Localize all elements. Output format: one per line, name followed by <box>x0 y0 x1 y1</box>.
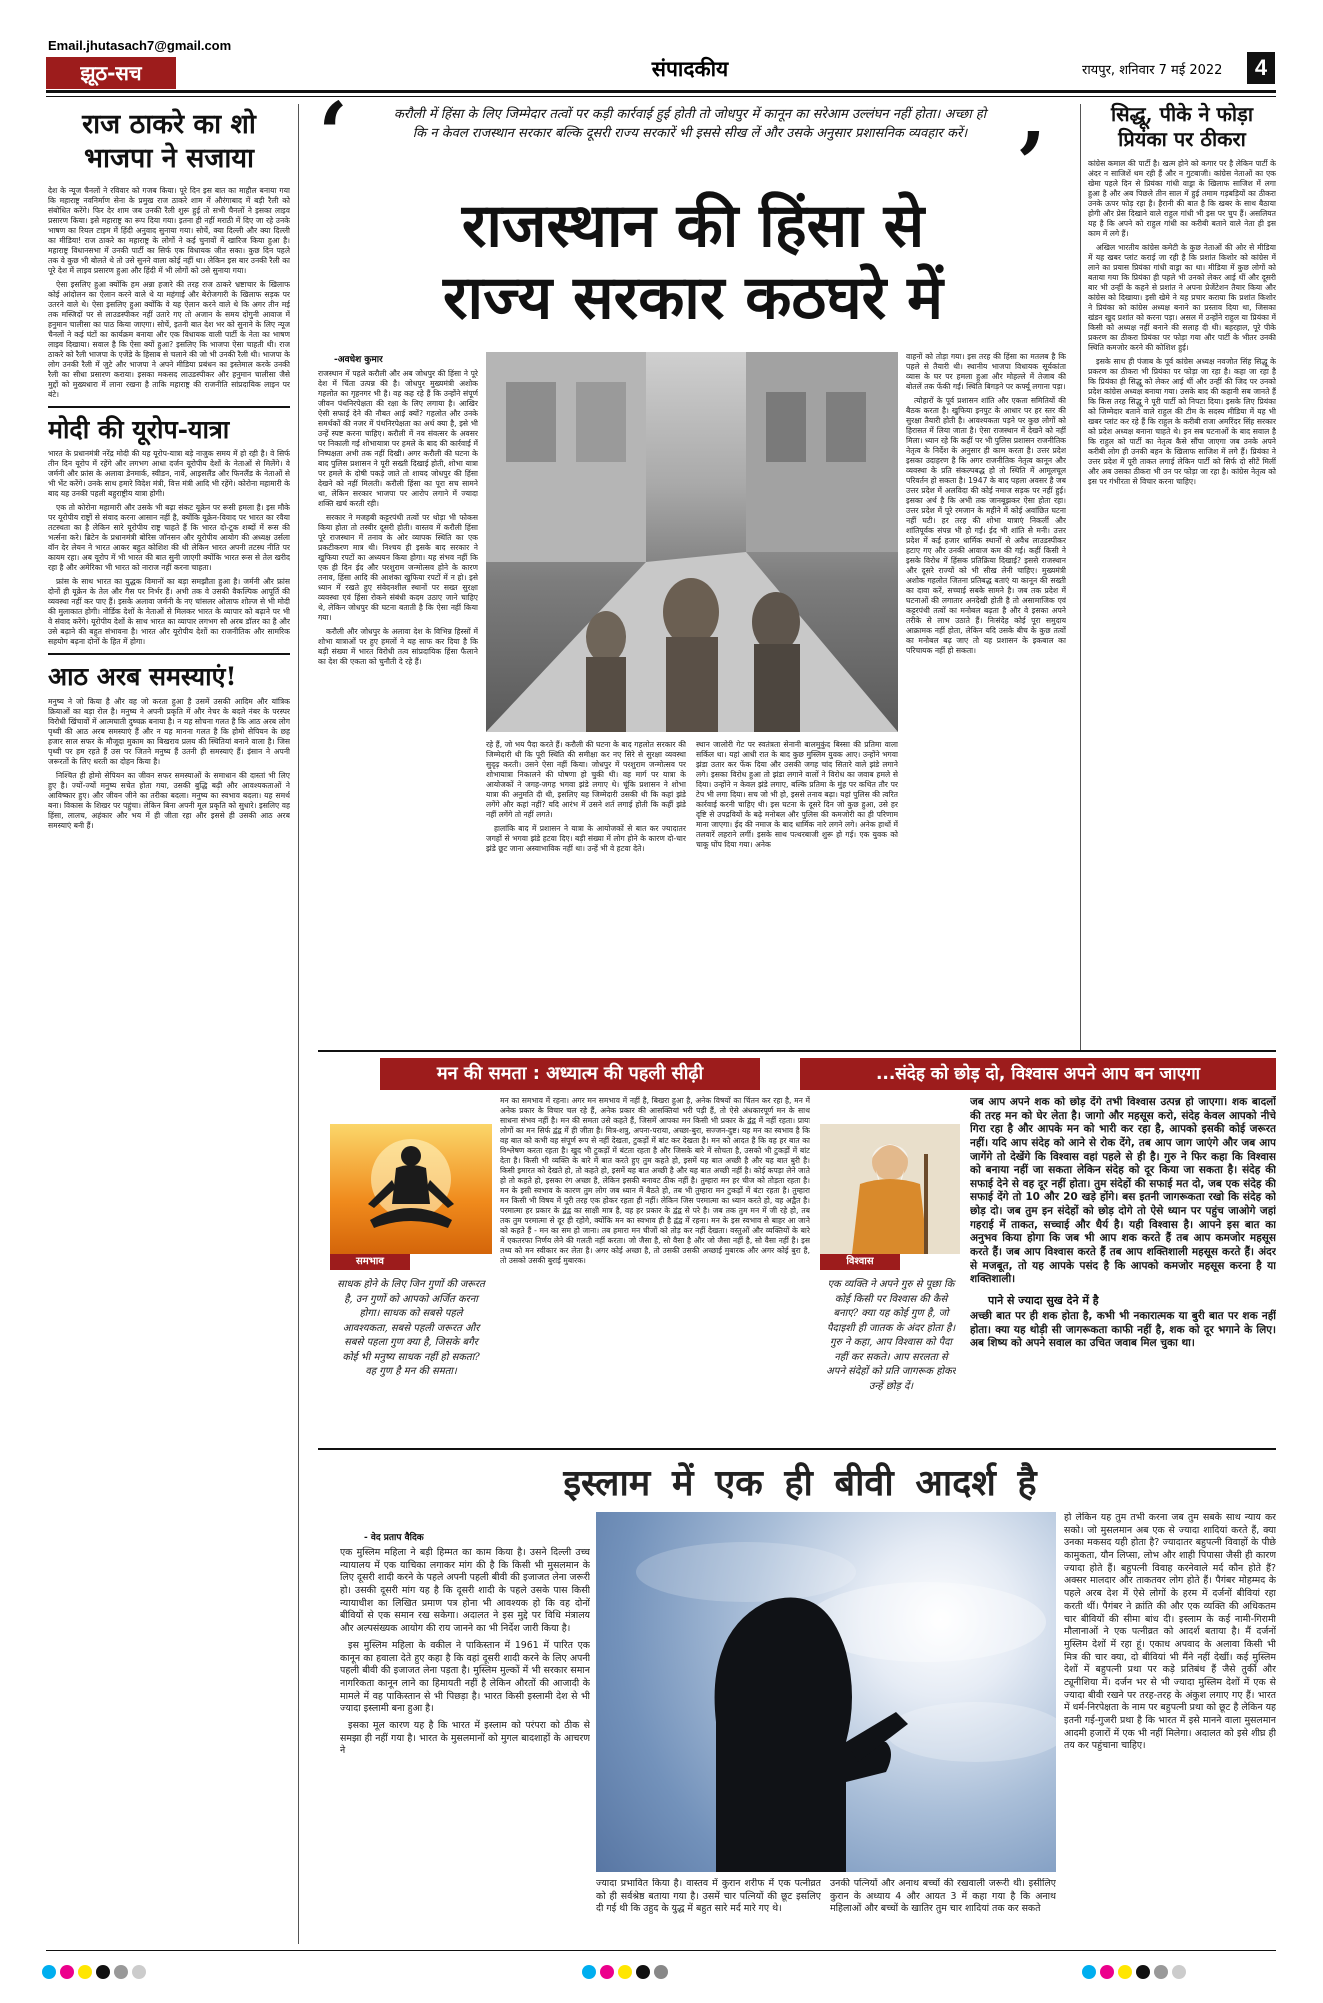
sage-image <box>820 1124 960 1254</box>
meditation-image <box>330 1124 492 1254</box>
article-body: फ्रांस के साथ भारत का युद्धक विमानों का बड़ा समझौता हुआ है। जर्मनी और फ्रांस दोनों ही यूक्रेन के तेल और गैस पर निर्भर हैं। अभी तक वे उसकी वैकल्पिक आपूर्ति की व्यवस्था नहीं कर पाए हैं। इसके अलावा जर्मनी के नए चांसलर ओलाफ शोल्ज से भी मोदी की मुलाकात होगी। नोर्डिक देशों के नेताओं से मिलकर भारत के व्यापार को बढ़ाने पर भी वे संवाद करेंगे। यूरोपीय देशों के साथ भारत का व्यापार लगभग सौ अरब डॉलर का है और उसे बढ़ाने की बहुत संभावना है। भारत और यूरोपीय देशों का राजनीतिक और सामरिक सहयोग बढ़ना दोनों के हित में होगा। <box>48 577 290 647</box>
header-rule <box>46 90 1276 93</box>
meditation-figure-icon <box>330 1124 492 1254</box>
article-body: मनुष्य ने जो किया है और वह जो करता हुआ है उसमें उसकी आदिम और यांत्रिक क्रियाओं का बड़ा रोल है। मनुष्य ने अपनी प्रकृति में और नेचर के बदले नंबर के परस्पर विरोधी खिंचावों में आत्मघाती दुष्चक्र बनाया है। न यह सोचना गलत है कि आठ अरब लोग पृथ्वी की आठ अरब समस्याएं हैं और न यह मानना गलत है कि होमो सेपियन के छह हजार साल सफर के मौजूदा मुकाम का बिखराव प्रलय की स्थितियां बनाने वाला है। जिस पृथ्वी पर हम रहते हैं उस पर जितने मनुष्य हैं उतनी ही समस्याएं हैं। इंसान ने अपनी जरूरतों के लिए धरती का दोहन किया है। <box>48 696 290 766</box>
dateline: रायपुर, शनिवार 7 मई 2022 <box>1082 63 1223 78</box>
article-body: हालांकि बाद में प्रशासन ने यात्रा के आयोजकों से बात कर ज्यादातर जगहों से भगवा झंडे हटवा दिए। बड़ी संख्या में लोग होने के कारण दो-चार झंडे छूट जाना अस्वाभाविक नहीं था। उन्हें भी वे हटवा देते। <box>486 824 686 854</box>
article-body: देश के न्यूज चैनलों ने रविवार को गजब किया। पूरे दिन इस बात का माहौल बनाया गया कि महाराष्ट्र नवनिर्माण सेना के प्रमुख राज ठाकरे शाम में औरंगाबाद में बड़ी रैली को संबोधित करेंगे। फिर देर शाम जब उनकी रैली शुरू हुई तो सभी चैनलों ने इसका लाइव प्रसारण किया। इसे महाराष्ट्र का रूप दिया गया। इतना ही नहीं मराठी में दिए जा रहे उनके भाषण का रियल टाइम में हिंदी अनुवाद सुनाया गया। सोचें, क्या दिल्ली और क्या दिल्ली का मीडिया! राज ठाकरे का महाराष्ट्र के लोगों ने कई चुनावों में खारिज किया हुआ है। महाराष्ट्र विधानसभा में उनकी पार्टी का सिर्फ एक विधायक जीत सका। कुछ दिन पहले तक वे कुछ भी बोलते थे तो उसे सुनने वाला कोई नहीं था। लेकिन इस बार उनकी रैली का पूरे देश में लाइव प्रसारण हुआ और हिंदी में भी लोगों को उसे सुनाया गया। <box>48 185 290 275</box>
article-body: स्थान जालोरी गेट पर स्वतंत्रता सेनानी बालमुकुंद बिस्सा की प्रतिमा वाला सर्किल था। यहां आधी रात के बाद कुछ मुस्लिम युवक आए। उन्होंने भगवा झंडा उतार कर फेंक दिया और उसकी जगह चांद सितारे वाले झंडे लगाने लगे। इसका विरोध हुआ तो झंडा लगाने वालों ने विरोध का जवाब हमले से दिया। उन्होंने न केवल झंडे लगाए, बल्कि प्रतिमा के मुंह पर कथित तौर पर टेप भी लगा दिया। सच जो भी हो, इससे तनाव बढ़ा। यहां पुलिस की त्वरित कार्रवाई करनी चाहिए थी। इस घटना के दूसरे दिन जो कुछ हुआ, उसे हर दृष्टि से उपद्रवियों के बढ़े मनोबल और पुलिस की कमजोरी का ही परिणाम माना जाएगा। ईद की नमाज के बाद धार्मिक नारे लगने लगे। अनेक हाथों में तलवारें लहराने लगीं। इसके साथ पत्थरबाजी शुरू हो गई। एक युवक को चाकू घोंप दिया गया। अनेक <box>696 740 898 850</box>
article-body: एक तो कोरोना महामारी और उसके भी बढ़ा संकट यूक्रेन पर रूसी हमला है। इस मौके पर यूरोपीय राष्ट्रों से संवाद करना आसान नहीं है, क्योंकि यूक्रेन-विवाद पर भारत का रवैया तटस्थता का है लेकिन सारे यूरोपीय राष्ट्र चाहते हैं कि भारत दो-टूक शब्दों में रूस की भर्त्सना करे। ब्रिटेन के प्रधानमंत्री बोरिस जॉनसन और यूरोपीय आयोग की अध्यक्ष उर्सला वॉन देर लेयन ने भारत आकर बहुत कोशिश की थी लेकिन भारत अपनी तटस्थ नीति पर कायम रहा। अब यूरोप में भी भारत की बात सुनी जाएगी क्योंकि भारत रूस से तेल खरीद रहा है और अमेरिका भी भारत को नाराज नहीं करना चाहता। <box>48 503 290 573</box>
news-photo-jodhpur <box>486 352 898 732</box>
page-number-box <box>1247 52 1275 84</box>
top-strip <box>0 0 1323 108</box>
article-body: अखिल भारतीय कांग्रेस कमेटी के कुछ नेताओं की ओर से मीडिया में यह खबर प्लांट कराई जा रही है कि प्रशांत किशोर को कांग्रेस में लाने का प्रयास प्रियंका गांधी वाड्रा का था। मीडिया में कुछ लोगों को बताया गया कि प्रियंका ही पहले भी उनको लेकर आई थीं और दूसरी बार भी उन्हीं के कहने से प्रशांत ने अपना प्रेजेंटेशन तैयार किया और कांग्रेस को दिखाया। इसी खेमे ने यह प्रचार कराया कि प्रशांत किशोर ने प्रियंका को कांग्रेस अध्यक्ष बनाने का प्रस्ताव दिया था, जिसका खंडन खुद प्रशांत को करना पड़ा। असल में उन्होंने राहुल या प्रियंका में किसी को अध्यक्ष नहीं बनाने की सलाह दी थी। बहरहाल, पूरे पीके प्रकरण का ठीकरा प्रियंका पर फोड़ा गया और पार्टी के भीतर उनकी स्थिति कमजोर करने की कोशिश हुई। <box>1088 243 1276 353</box>
article-body: ऐसा इसलिए हुआ क्योंकि हम अन्ना हजारे की तरह राज ठाकरे भ्रष्टाचार के खिलाफ कोई आंदोलन का ऐलान करने वाले थे या महंगाई और बेरोजगारी के खिलाफ सड़क पर उतरने वाले थे। ऐसा इसलिए हुआ क्योंकि वे यह ऐलान करने वाले थे कि अगर तीन मई तक मस्जिदों पर से लाउडस्पीकर नहीं उतारे गए तो अजान के समय दोगुनी आवाज में हनुमान चालीसा का पाठ किया जाएगा। सोचें, इतनी बात देश भर को सुनाने के लिए न्यूज चैनलों ने कई घंटों का कार्यक्रम बनाया और एक विधायक वाली पार्टी के नेता का भाषण लाइव दिखाया। सवाल है कि ऐसा क्यों हुआ? इसलिए कि भाजपा ऐसा चाहती थी। राज ठाकरे को रैली भाजपा के एजेंडे के हिसाब से चलाने की जो भी उनकी रैली थी। भाजपा के लोग उनकी रैली में जुटे और भाजपा ने अपने मीडिया प्रबंधन का इस्तेमाल करके उनकी रैली का सीधा प्रसारण कराया। इसका मकसद लाउडस्पीकर और हनुमान चालीसा जैसे मुद्दों को मुख्यधारा में लाना रखना है ताकि महाराष्ट्र की राजनीति सांप्रदायिक लाइन पर बंटे। <box>48 279 290 399</box>
footer-rule <box>46 1950 1276 1951</box>
article-body: राजस्थान में पहले करौली और अब जोधपुर की हिंसा ने पूरे देश में चिंता उत्पन्न की है। जोधपुर मुख्यमंत्री अशोक गहलोत का गृहनगर भी है। वह कह रहे हैं कि उन्होंने संपूर्ण जीवन पंथनिरपेक्षता की रक्षा के लिए लगाया है। आखिर ऐसी सफाई देने की नौबत आई क्यों? गहलोत और उनके समर्थकों की नजर में पंथनिरपेक्षता का अर्थ क्या है, इसे भी उन्हें स्पष्ट करना चाहिए। करौली में नव संवत्सर के अवसर पर निकाली गई शोभायात्रा पर हमले के बाद की कार्रवाई में निष्पक्षता अभी तक नहीं दिखी। अगर करौली की घटना के बाद पुलिस प्रशासन ने पूरी सख्ती दिखाई होती, शोभा यात्रा पर हमले के दोषी पकड़े जाते तो शायद जोधपुर की हिंसा देखने को नहीं मिलती। करौली हिंसा का पूरा सच सामने था, लेकिन सरकार भाजपा पर आरोप लगाने में ज्यादा शक्ति खर्च करती रही। <box>318 369 478 509</box>
article-title-sidhu-pk: सिद्धू, पीके ने फोड़ा प्रियंका पर ठीकरा <box>1110 102 1253 151</box>
islam-col-3 <box>830 1878 1056 1944</box>
islam-title: इस्लाम में एक ही बीवी आदर्श है <box>563 1463 1037 1504</box>
logo-text: झूठ-सच <box>80 61 142 85</box>
article-body: एक मुस्लिम महिला ने बड़ी हिम्मत का काम किया है। उसने दिल्ली उच्च न्यायालय में एक याचिका लगाकर मांग की है कि किसी भी मुसलमान के लिए दूसरी शादी करने के पहले अपनी पहली बीवी की इजाजत लेना जरूरी हो। उसकी दूसरी मांग यह है कि दूसरी शादी के पहले उसके पास किसी न्यायाधीश का लिखित प्रमाण पत्र होना भी आवश्यक हो कि वह दोनों बीवियों से एक समान रख सकेगा। अदालत ने इस मुद्दे पर विधि मंत्रालय और अल्पसंख्यक आयोग की राय जानने का भी निर्देश जारी किया है। <box>340 1547 590 1635</box>
woman-silhouette-icon <box>596 1512 1056 1872</box>
image-side-text: एक व्यक्ति ने अपने गुरु से पूछा कि कोई किसी पर विश्वास की कैसे बनाए? क्या यह कोई गुण है, जो पैदाइशी ही जातक के अंदर होता है। गुरु ने कहा, आप विश्वास को पैदा नहीं कर सकते। आप सरलता से अपने संदेहों को प्रति जागरूक होकर उन्हें छोड़ दें। <box>826 1279 956 1392</box>
header-rule-thin <box>46 96 1276 97</box>
article-title-modi-europe: मोदी की यूरोप-यात्रा <box>48 414 230 444</box>
registration-dots-right <box>1080 1964 1300 1982</box>
byline: - वेद प्रताप वैदिक <box>364 1533 424 1543</box>
email-line[interactable]: Email.jhutasach7@gmail.com <box>48 38 232 53</box>
caption-sambhav: समभाव <box>330 1254 410 1270</box>
article-body: वाहनों को तोड़ा गया। इस तरह की हिंसा का मतलब है कि पहले से तैयारी थी। स्थानीय भाजपा विधायक सूर्यकांता व्यास के घर पर हमला हुआ और मोहल्ले में तेजाब की बोतलें तक फेंकी गईं। स्थिति बिगड़ने पर कर्फ्यू लगाना पड़ा। <box>906 352 1066 392</box>
right-quote-icon: ’ <box>1016 122 1046 190</box>
section-rule <box>318 1448 1276 1450</box>
headline-line-2: राज्य सरकार कठघरे में <box>443 263 943 333</box>
band-left: मन की समता : अध्यात्म की पहली सीढ़ी <box>380 1058 760 1090</box>
spiritual-body-right: जब आप अपने शक को छोड़ देंगे तभी विश्वास उत्पन्न हो जाएगा। शक बादलों की तरह मन को घेर लेता है। जागो और महसूस करो, संदेह केवल आपको नीचे गिरा रहा है और आपके मन को भारी कर रहा है, आपको इसकी कोई जरूरत नहीं। यदि आप संदेह को आने से रोक देंगे, तब आप जाग जाएंगे और जब आप जागेंगे तो देखेंगे कि विश्वास वहां पहले से ही है। गुरु ने फिर कहा कि विश्वास को बनाया नहीं जा सकता लेकिन संदेह को दूर किया जा सकता है। संदेह की सफाई देने से वह दूर नहीं होता। तुम संदेहों की सफाई मत दो, जब एक संदेह की सफाई देंगे तो 10 और 20 खड़े होंगे। बस इतनी जागरूकता रखो कि संदेह को छोड़ दो। जब तुम इन संदेहों को छोड़ दोगे तो ऐसे ध्यान पर पहुंच जाओगे जहां गहराई में ताकत, सच्चाई और धैर्य है। यही विश्वास है। आपने इस बात का अनुभव किया होगा कि जब भी आप शक करते हैं तब आप कमजोर महसूस करते हैं। जब आप विश्वास करते हैं तब आप शक्तिशाली महसूस करते हैं। अंदर से मजबूत, तो यह आपके पसंद है कि आपको कमजोर महसूस करना है या शक्तिशाली। <box>970 1096 1276 1286</box>
spiritual-body-right-2: अच्छी बात पर ही शक होता है, कभी भी नकारात्मक या बुरी बात पर शक नहीं होता। क्या यह थोड़ी सी जागरूकता काफी नहीं है, शक को दूर भगाने के लिए। अब शिष्य को अपने सवाल का उचित जवाब मिल चुका था। <box>970 1309 1276 1350</box>
spiritual-body-left: मन का समभाव में रहना। अगर मन समभाव में नहीं है, बिखरा हुआ है, अनेक विषयों का चिंतन कर रहा है, मन में अनेक प्रकार के विचार चल रहे हैं, अनेक प्रकार की आसक्तियां भरी पड़ी हैं, तो ऐसे अंधकारपूर्ण मन के साथ साधना संभव नहीं है। मन की समता उसे कहते हैं, जिसमें आपका मन किसी भी प्रकार के द्वंद्व में नहीं रहता। प्रायः लोगों का मन सिर्फ द्वंद्व में ही जीता है। मित्र-शत्रु, अपना-पराया, अच्छा-बुरा, सज्जन-दुष्ट। यह मन का स्वभाव है कि वह बात को कभी वह संपूर्ण रूप से नहीं देखता, टुकड़ों में बांट कर देखता है। मन को आदत है कि वह हर बात का विश्लेषण करता रहता है। खुद भी टुकड़ों में बंटता रहता है और जिसके बारे में सोचता है, उसको भी टुकड़ों में बांट देता है। किसी भी व्यक्ति के बारे में बात करते हुए तुम कहते हो, इसमें यह बात अच्छी है और यह बात बुरी है। किसी इमारत को देखते हो, तो कहते हो, इसमें यह बात अच्छी है और यह बात अच्छी नहीं है। कोई कपड़ा लेने जाते हो तो कहते हो, इसका रंग अच्छा है, लेकिन इसकी बनावट ठीक नहीं है। तुम्हारा मन हर चीज को तोड़ता रहता है। मन के इसी स्वभाव के कारण तुम लोग जब ध्यान में बैठते हो, तब भी तुम्हारा मन टुकड़ों में बंटा रहता है। तुम्हारा मन किसी भी विषय में पूरी तरह एक होकर रहता ही नहीं। लेकिन जिस परमात्मा का ध्यान करते हो, वह अद्वैत है। परमात्मा हर प्रकार के द्वंद्व का साक्षी मात्र है, वह हर प्रकार के द्वंद्व से परे है। जब तक तुम मन में जी रहे हो, तब तक तुम परमात्मा से दूर ही रहोगे, क्योंकि मन का स्वभाव ही है द्वंद्व में रहना। मन के इस स्वभाव से बाहर आ जाने को कहते हैं - मन का सम हो जाना। तब हमारा मन चीजों को तोड़ कर नहीं देखता। वस्तुओं और व्यक्तियों के बारे में एकतरफा निर्णय लेने की गलती नहीं करता। जो जैसा है, सो वैसा है और जो जैसा नहीं है, सो वैसा नहीं है। इस तथ्य को मन स्वीकार कर लेता है। अगर कोई अच्छा है, तो उसकी उसकी अच्छाई मुबारक और अगर कोई बुरा है, तो उसको उसकी बुराई मुबारक। <box>500 1096 810 1266</box>
registration-dots-left <box>40 1964 280 1982</box>
islam-col-4 <box>1064 1512 1276 1944</box>
photo-scene <box>486 352 898 732</box>
article-title-raj-thackeray: राज ठाकरे का शो भाजपा ने सजाया <box>82 109 256 174</box>
registration-dots-center <box>580 1964 780 1982</box>
editorial-quote <box>318 100 1068 190</box>
article-body: कांग्रेस कमाल की पार्टी है। खत्म होने को कगार पर है लेकिन पार्टी के अंदर न साजिशें थम रही हैं और न गुटबाजी। कांग्रेस नेताओं का एक खेमा पहले दिन से प्रियंका गांधी वाड्रा के खिलाफ साजिश में लगा हुआ है और अब पिछले तीन साल में हुई तमाम गड़बड़ियों का ठीकरा उनके ऊपर फोड़ रहा है। हैरानी की बात है कि खबर के साथ बैठाया होगी और प्रेस दिखाने वाले राहुल गांधी भी इस पर चुप हैं। असलियत यह है कि अपने को राहुल गांधी का करीबी बताने वाले नेता ही इस काम में लगे हैं। <box>1088 159 1276 239</box>
page-number: 4 <box>1254 55 1268 80</box>
left-quote-icon: ‘ <box>318 100 348 178</box>
article-body: निश्चित ही होमो सेपियन का जीवन सफर समस्याओं के समाधान की दास्तां भी लिए हुए है। ज्यों-ज्यों मनुष्य सचेत होता गया, उसकी बुद्धि बढ़ी और आवश्यकताओं ने आविष्कार हुए। और जीवन जीने का तरीका बदला। मनुष्य का स्वभाव बदला। यह समर्थ बना। विकास के शिखर पर पहुंचा। लेकिन बिना अपनी मूल प्रकृति को सुधारे। इसलिए वह हिंसा, लालच, अहंकार और भय में ही जीता रहा और इससे ही उसकी आठ अरब समस्याएं बनी हैं। <box>48 770 290 830</box>
subheading: पाने से ज्यादा सुख देने में है <box>988 1293 1099 1307</box>
article-body: करौली और जोधपुर के अलावा देश के विभिन्न हिस्सों में शोभा यात्राओं पर हुए हमलों ने यह साफ कर दिया है कि बड़ी संख्या में भारत विरोधी तत्व सांप्रदायिक हिंसा फैलाने का देश की एकता को चुनौती दे रहे हैं। <box>318 627 478 667</box>
article-body: ज्यादा प्रभावित किया है। वास्तव में कुरान शरीफ में एक पत्नीव्रत को ही सर्वश्रेष्ठ बताया गया है। उसमें चार पत्नियों की छूट इसलिए दी गई थी कि उहुद के युद्ध में बहुत सारे मर्द मारे गए थे। <box>596 1878 821 1915</box>
caption-vishwas: विश्वास <box>820 1254 900 1270</box>
left-column <box>48 104 290 1944</box>
article-title-eight-billion: आठ अरब समस्याएं! <box>48 662 237 692</box>
masthead-logo <box>46 57 176 89</box>
article-body: हो लेकिन यह तुम तभी करना जब तुम सबके साथ न्याय कर सको। जो मुसलमान अब एक से ज्यादा शादियां करते हैं, क्या उनका मकसद यही होता है? ज्यादातर बहुपत्नी विवाहों के पीछे कामुकता, यौन लिप्सा, लोभ और शाही पिपासा जैसी ही कारण ज्यादा होते हैं। बहुपत्नी विवाह करनेवाले मर्द कौन होते हैं? अक्सर मालदार और ताकतवर लोग होते हैं। पैगंबर मोहम्मद के पहले अरब देश में ऐसे लोगों के हरम में दर्जनों बीवियां रहा करती थीं। पैगंबर ने क्रांति की और एक व्यक्ति की अधिकतम चार बीवियों की सीमा बांध दी। इस्लाम के कई नामी-गिरामी मौलानाओं ने एक पत्नीव्रत को आदर्श बताया है। मैं दर्जनों मुस्लिम देशों में रहा हूं। एकाध अपवाद के अलावा किसी भी मित्र की चार क्या, दो बीवियां भी मैंने नहीं देखीं। कई मुस्लिम देशों में बहुपत्नी प्रथा पर कड़े प्रतिबंध हैं जैसे तुर्की और ट्यूनीशिया में। दर्जन भर से भी ज्यादा मुस्लिम देशों में एक से ज्यादा बीवी रखने पर तरह-तरह के अंकुश लगाए गए हैं। भारत में धर्म-निरपेक्षता के नाम पर बहुपत्नी प्रथा को छूट है लेकिन यह इतनी गई-गुजरी प्रथा है कि भारत में इसे मानने वाला मुसलमान आदमी हजारों में एक भी नहीं मिलेगा। अदालत को इसे शीघ्र ही तय कर पहुंचाना चाहिए। <box>1064 1512 1276 1752</box>
editorial-headline <box>318 190 1068 350</box>
islam-col-2 <box>596 1878 821 1944</box>
article-body: त्योहारों के पूर्व प्रशासन शांति और एकता समितियों की बैठक करता है। खुफिया इनपुट के आधार पर हर स्तर की सुरक्षा तैयारी होती है। आवश्यकता पड़ने पर कुछ लोगों को हिरासत में लिया जाता है। ऐसा राजस्थान में देखने को नहीं मिला। ध्यान रहे कि कहीं पर भी पुलिस प्रशासन राजनीतिक नेतृत्व के निर्देश के अनुसार ही काम करता है। उत्तर प्रदेश इसका उदाहरण है कि अगर राजनीतिक नेतृत्व कानून और व्यवस्था के प्रति संकल्पबद्ध हो तो स्थिति में आमूलचूल परिवर्तन हो सकता है। 1947 के बाद पहला अवसर है जब उत्तर प्रदेश में अलविदा की कोई नमाज सड़क पर नहीं हुई। इसका अर्थ है कि अभी तक जानबूझकर ऐसा होता रहा। उत्तर प्रदेश में पूरे रमजान के महीने में कोई अवांछित घटना नहीं घटी। हर तरह की शोभा यात्राएं निकलीं और शांतिपूर्वक संपन्न भी हो गईं। ईद भी शांति से मनी। उत्तर प्रदेश में कई हजार धार्मिक स्थानों से अवैध लाउडस्पीकर हटाए गए और उनकी आवाज कम की गई। कहीं किसी ने इसके विरोध में हिंसक प्रतिक्रिया दिखाई? इससे राजस्थान और दूसरे राज्यों को भी सीख लेनी चाहिए। मुख्यमंत्री अशोक गहलोत जितना प्रतिबद्ध बताएं या कानून की सख्ती का दावा करें, सच्चाई सबके सामने है। जब तक प्रदेश में घटनाओं की लगातार अनदेखी होती है तो असामाजिक एवं कट्टरपंथी तत्वों का मनोबल बढ़ता है और वे इसका अपने तरीके से लाभ उठाते हैं। निःसंदेह कोई पूरा समुदाय आक्रामक नहीं होता, लेकिन यदि उसके बीच के कुछ तत्वों का मनोबल बढ़ जाए तो यह प्रशासन के इकबाल का परिचायक नहीं हो सकता। <box>906 396 1066 656</box>
pull-quote: करौली में हिंसा के लिए जिम्मेदार तत्वों पर कड़ी कार्रवाई हुई होती तो जोधपुर में कानून का सरेआम उल्लंघन नहीं होता। अच्छा हो कि न केवल राजस्थान सरकार बल्कि दूसरी राज्य सरकारें भी इससे सीख लें और उसके अनुसार प्रशासनिक व्यवहार करें। <box>393 107 987 141</box>
sage-figure-icon <box>820 1124 960 1254</box>
byline: -अवधेश कुमार <box>334 355 383 365</box>
article-body: रहे हैं, जो भय पैदा करते हैं। करौली की घटना के बाद गहलोत सरकार की जिम्मेदारी थी कि पूरी स्थिति की समीक्षा कर नए सिरे से सुरक्षा व्यवस्था सुदृढ़ करती। उसने ऐसा नहीं किया। जोधपुर में परशुराम जन्मोत्सव पर शोभायात्रा निकालने की घोषणा हो चुकी थी। वह मार्ग पर यात्रा के आयोजकों ने जगह-जगह भगवा झंडे लगाए थे। चूंकि प्रशासन ने शोभा यात्रा की अनुमति दी थी, इसलिए यह जिम्मेदारी उसकी थी कि कहां झंडे लगेंगे और कहां नहीं? यदि आरंभ में उसने शर्त लगाई होती कि कहीं झंडे नहीं लगेंगे तो नहीं लगते। <box>486 740 686 820</box>
band-right: ...संदेह को छोड़ दो, विश्वास अपने आप बन जाएगा <box>800 1058 1276 1090</box>
divider <box>48 653 290 655</box>
article-body: इस मुस्लिम महिला के वकील ने पाकिस्तान में 1961 में पारित एक कानून का हवाला देते हुए कहा है कि वहां दूसरी शादी करने के लिए अपनी पहली बीवी की इजाजत लेना पड़ता है। मुस्लिम मुल्कों में भी सरकार समान नागरिकता कानून लाने का हिमायती नहीं है लेकिन औरतों की आजादी के मामले में वह पाकिस्तान से भी पिछड़ा है। भारत किसी इस्लामी देश से भी ज्यादा इस्लामी बना हुआ है। <box>340 1639 590 1715</box>
spiritual-right <box>970 1096 1276 1444</box>
header-center <box>560 52 820 86</box>
column-rule-right <box>1080 104 1081 1050</box>
article-body: भारत के प्रधानमंत्री नरेंद्र मोदी की यह यूरोप-यात्रा बड़े नाजुक समय में हो रही है। वे सिर्फ तीन दिन यूरोप में रहेंगे और लगभग आधा दर्जन यूरोपीय देशों के नेताओं से मिलेंगे। वे जर्मनी और फ्रांस के अलावा डेनमार्क, स्वीडन, नार्वे, आइसलैंड और फिनलैंड के नेताओं से भी भेंट करेंगे। उनके साथ हमारे विदेश मंत्री, वित्त मंत्री आदि भी रहेंगे। कोरोना महामारी के बाद यह उनकी पहली बहुराष्ट्रीय यात्रा होगी। <box>48 449 290 499</box>
article-body: इसके साथ ही पंजाब के पूर्व कांग्रेस अध्यक्ष नवजोत सिंह सिद्धू के प्रकरण का ठीकरा भी प्रियंका पर फोड़ा जा रहा है। कहा जा रहा है कि प्रियंका ही सिद्धू को लेकर आई थीं और उन्हीं की जिद पर उनको प्रदेश कांग्रेस अध्यक्ष बनाया गया। उसके बाद की कहानी सब जानते हैं कि किस तरह सिद्धू ने पूरी पार्टी को निपटा दिया। इसके लिए प्रियंका को जिम्मेदार बताने वाले राहुल की टीम के सदस्य मीडिया में यह भी खबर प्लांट कर रहे हैं कि राहुल के करीबी राजा अमरिंदर सिंह सरकार को प्रदेश अध्यक्ष बनाना चाहते थे। इन सब घटनाओं के बाद सवाल है कि राहुल को पार्टी का नेतृत्व कैसे सौंपा जाएगा जब उनके अपने करीबी लोग ही उनकी बहन के खिलाफ साजिश में लगे हैं। प्रियंका ने उत्तर प्रदेश में पूरी ताकत लगाई लेकिन पार्टी को सिर्फ दो सीटें मिलीं और अब उसका ठीकरा भी उन पर फोड़ा जा रहा है। कांग्रेस नेतृत्व को इस पर गंभीरता से विचार करना चाहिए। <box>1088 357 1276 487</box>
column-rule-left <box>298 104 299 1944</box>
article-body: इसका मूल कारण यह है कि भारत में इस्लाम को परंपरा को ठीक से समझा ही नहीं गया है। भारत के मुसलमानों को मुगल बादशाहों के आचरण ने <box>340 1719 590 1757</box>
article-body: उनकी पत्नियों और अनाथ बच्चों की रखवाली जरूरी थी। इसीलिए कुरान के अध्याय 4 और आयत 3 में कहा गया है कि अनाथ महिलाओं और बच्चों के खातिर तुम चार शादियां तक कर सकते <box>830 1878 1056 1915</box>
right-column <box>1088 100 1276 1050</box>
divider <box>48 406 290 408</box>
woman-silhouette-image <box>596 1512 1056 1872</box>
headline-line-1: राजस्थान की हिंसा से <box>461 191 925 261</box>
article-body: सरकार ने मजहबी कट्टरपंथी तत्वों पर थोड़ा भी फोकस किया होता तो तस्वीर दूसरी होती। वास्तव में करौली हिंसा पूरे राजस्थान में तनाव के ओर व्यापक स्थिति का एक प्रकटीकरण मात्र थी। निश्चय ही इसके बाद सरकार ने खुफिया रपटों का अध्ययन किया होगा। यह संभव नहीं कि एक ही दिन ईद और परशुराम जन्मोत्सव होने के कारण तनाव, हिंसा आदि की आशंका खुफिया रपटों में न हो। इसे ध्यान में रखते हुए संवेदनशील स्थानों पर सख्त सुरक्षा व्यवस्था एवं हिंसा रोकने संबंधी कदम उठाए जाने चाहिए थे, लेकिन जोधपुर की घटना बताती है कि ऐसा नहीं किया गया। <box>318 513 478 623</box>
image-side-text: साधक होने के लिए जिन गुणों की जरूरत है, उन गुणों को आपको अर्जित करना होगा। साधक को सबसे पहले आवश्यकता, सबसे पहली जरूरत और सबसे पहला गुण क्या है, जिसके बगैर कोई भी मनुष्य साधक नहीं हो सकता? वह गुण है मन की समता। <box>337 1279 485 1377</box>
islam-col-1 <box>340 1530 590 1940</box>
section-title: संपादकीय <box>651 57 729 81</box>
section-rule <box>318 1050 1276 1052</box>
